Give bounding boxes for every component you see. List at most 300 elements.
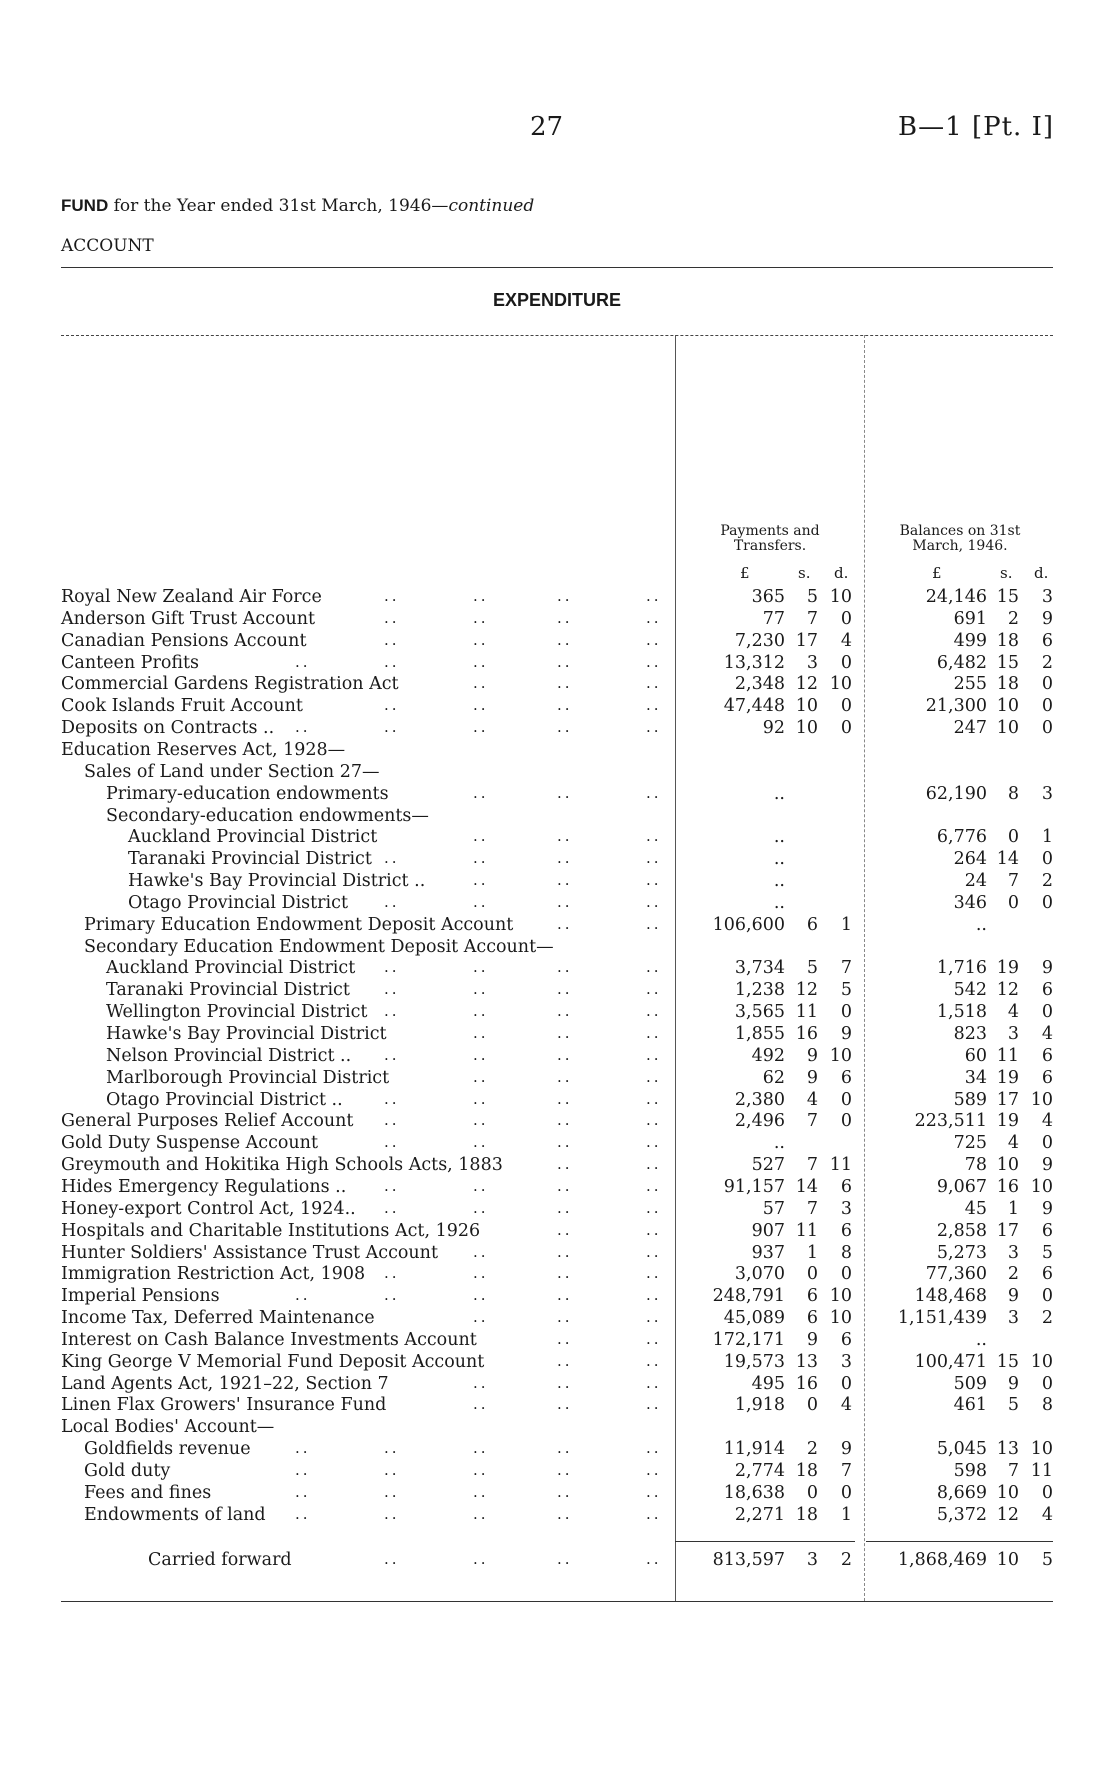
dot-leader: .. bbox=[646, 1045, 662, 1064]
dot-leader: .. bbox=[384, 1176, 400, 1195]
balance-pounds: 247 bbox=[953, 718, 987, 739]
payment-pence: 0 bbox=[840, 1002, 852, 1023]
table-row bbox=[0, 1155, 1114, 1177]
table-row bbox=[0, 871, 1114, 893]
row-label: Endowments of land bbox=[84, 1504, 266, 1525]
dot-leader: .. bbox=[384, 1461, 400, 1479]
table-row bbox=[0, 1374, 1114, 1396]
row-label: Linen Flax Growers' Insurance Fund bbox=[61, 1395, 387, 1416]
table-row bbox=[0, 1417, 1114, 1439]
row-label: Goldfields revenue bbox=[84, 1439, 251, 1460]
dot-leader: .. bbox=[646, 1264, 662, 1283]
balance-pounds: 6,776 bbox=[936, 827, 987, 848]
payment-shillings: 7 bbox=[806, 1111, 818, 1132]
row-label: Secondary-education endowments— bbox=[106, 805, 429, 826]
shilling-header: s. bbox=[1000, 564, 1013, 582]
dot-leader: .. bbox=[557, 1482, 573, 1501]
dot-leader: .. bbox=[295, 1482, 311, 1501]
balance-pounds: 5,372 bbox=[936, 1504, 987, 1525]
payment-shillings: 4 bbox=[806, 1089, 818, 1110]
balance-shillings: 19 bbox=[996, 1111, 1019, 1132]
dot-leader: .. bbox=[473, 1308, 489, 1327]
dot-leader: .. bbox=[646, 652, 662, 671]
dot-leader: .. bbox=[473, 1439, 489, 1458]
row-label: Education Reserves Act, 1928— bbox=[61, 739, 346, 760]
balance-pounds: 6,482 bbox=[936, 652, 987, 673]
balance-pounds: 499 bbox=[953, 630, 987, 651]
balance-shillings: 13 bbox=[996, 1439, 1019, 1460]
dot-leader: .. bbox=[646, 1024, 662, 1042]
row-label: Gold duty bbox=[84, 1461, 171, 1481]
payment-pence: 0 bbox=[840, 1111, 852, 1132]
balance-pence: 10 bbox=[1030, 1089, 1053, 1110]
balance-pence: 4 bbox=[1041, 1111, 1053, 1132]
balance-pence: 6 bbox=[1041, 980, 1053, 1001]
balance-pounds: 255 bbox=[953, 674, 987, 695]
payment-pounds: .. bbox=[773, 871, 785, 892]
dot-leader: .. bbox=[646, 783, 662, 802]
balance-pence: 0 bbox=[1041, 674, 1053, 695]
payment-pounds: .. bbox=[773, 827, 785, 848]
balance-shillings: 9 bbox=[1007, 1286, 1019, 1307]
table-row bbox=[0, 1090, 1114, 1112]
payment-pence: 6 bbox=[840, 1067, 852, 1088]
balance-pence: 6 bbox=[1041, 1067, 1053, 1088]
row-label: Local Bodies' Account— bbox=[61, 1417, 275, 1438]
payment-shillings: 9 bbox=[806, 1045, 818, 1066]
dot-leader: .. bbox=[473, 1198, 489, 1217]
payment-shillings: 14 bbox=[795, 1176, 818, 1197]
balance-pounds: 461 bbox=[953, 1395, 987, 1416]
dot-leader: .. bbox=[646, 980, 662, 999]
section-title: EXPENDITURE bbox=[492, 290, 622, 310]
payment-pounds: 2,271 bbox=[734, 1504, 785, 1525]
row-label: Honey-export Control Act, 1924.. bbox=[61, 1198, 356, 1219]
balance-pence: 10 bbox=[1030, 1439, 1053, 1460]
page-number: 27 bbox=[530, 112, 564, 142]
dot-leader: .. bbox=[646, 958, 662, 977]
dot-leader: .. bbox=[557, 630, 573, 649]
balance-pounds: .. bbox=[975, 1329, 987, 1350]
payment-pounds: 365 bbox=[751, 587, 785, 607]
dot-leader: .. bbox=[473, 674, 489, 693]
dot-leader: .. bbox=[646, 1133, 662, 1152]
dot-leader: .. bbox=[473, 652, 489, 671]
payment-pounds: 18,638 bbox=[723, 1482, 785, 1503]
payment-shillings: 11 bbox=[795, 1220, 818, 1241]
payment-pence: 0 bbox=[840, 718, 852, 739]
dot-leader: .. bbox=[646, 1504, 662, 1523]
payment-shillings: 2 bbox=[806, 1439, 818, 1460]
balance-shillings: 10 bbox=[996, 1482, 1019, 1503]
dot-leader: .. bbox=[384, 1550, 400, 1568]
dot-leader: .. bbox=[557, 958, 573, 977]
balance-pence: 0 bbox=[1041, 696, 1053, 717]
row-label: Auckland Provincial District bbox=[106, 958, 356, 979]
balance-shillings: 7 bbox=[1007, 871, 1019, 892]
dot-leader: .. bbox=[557, 1329, 573, 1348]
dot-leader: .. bbox=[646, 1198, 662, 1217]
table-row bbox=[0, 631, 1114, 653]
dot-leader: .. bbox=[646, 674, 662, 693]
pound-header: £ bbox=[740, 564, 750, 582]
payment-pence: 6 bbox=[840, 1329, 852, 1350]
payment-pence: 8 bbox=[840, 1242, 852, 1263]
dot-leader: .. bbox=[473, 1461, 489, 1479]
dot-leader: .. bbox=[557, 1111, 573, 1130]
payment-pence: 6 bbox=[840, 1220, 852, 1241]
dot-leader: .. bbox=[473, 1242, 489, 1261]
dot-leader: .. bbox=[384, 1504, 400, 1523]
dot-leader: .. bbox=[646, 1308, 662, 1327]
payment-pounds: 2,380 bbox=[734, 1089, 785, 1110]
dot-leader: .. bbox=[295, 1286, 311, 1305]
balance-pence: 4 bbox=[1041, 1504, 1053, 1525]
dot-leader: .. bbox=[557, 1461, 573, 1479]
dot-leader: .. bbox=[557, 1220, 573, 1239]
row-label: Cook Islands Fruit Account bbox=[61, 696, 303, 717]
balance-shillings: 18 bbox=[996, 630, 1019, 651]
balance-pence: 6 bbox=[1041, 630, 1053, 651]
table-row bbox=[0, 1221, 1114, 1243]
dot-leader: .. bbox=[646, 608, 662, 627]
dot-leader: .. bbox=[646, 1176, 662, 1195]
payment-pounds: .. bbox=[773, 849, 785, 870]
balance-shillings: 3 bbox=[1007, 1024, 1019, 1044]
dot-leader: .. bbox=[557, 1242, 573, 1261]
payment-pounds: 3,734 bbox=[734, 958, 785, 979]
payment-pounds: 62 bbox=[762, 1067, 785, 1088]
dot-leader: .. bbox=[384, 652, 400, 671]
payment-pounds: 45,089 bbox=[723, 1308, 785, 1329]
row-label: Wellington Provincial District bbox=[106, 1002, 368, 1023]
balance-pence: 1 bbox=[1041, 827, 1053, 848]
balance-pounds: 1,868,469 bbox=[897, 1550, 987, 1570]
dot-leader: .. bbox=[646, 1220, 662, 1239]
balance-shillings: 4 bbox=[1007, 1133, 1019, 1154]
balance-pence: 0 bbox=[1041, 1133, 1053, 1154]
balance-shillings: 7 bbox=[1007, 1461, 1019, 1481]
balance-pounds: 62,190 bbox=[925, 783, 987, 804]
balance-shillings: 17 bbox=[996, 1220, 1019, 1241]
payment-shillings: 7 bbox=[806, 1198, 818, 1219]
payment-pence: 0 bbox=[840, 1089, 852, 1110]
dot-leader: .. bbox=[384, 1045, 400, 1064]
balance-shillings: 0 bbox=[1007, 892, 1019, 913]
row-label: Sales of Land under Section 27— bbox=[84, 761, 380, 782]
dot-leader: .. bbox=[473, 1024, 489, 1042]
payment-shillings: 0 bbox=[806, 1482, 818, 1503]
dot-leader: .. bbox=[473, 718, 489, 737]
payment-pounds: 77 bbox=[762, 608, 785, 629]
dot-leader: .. bbox=[384, 1439, 400, 1458]
payment-pounds: .. bbox=[773, 1133, 785, 1154]
balance-pounds: 346 bbox=[953, 892, 987, 913]
balance-pounds: 24 bbox=[964, 871, 987, 892]
dot-leader: .. bbox=[557, 674, 573, 693]
dot-leader: .. bbox=[646, 1242, 662, 1261]
document-reference: B—1 [Pt. I] bbox=[898, 112, 1054, 142]
payment-pence: 0 bbox=[840, 696, 852, 717]
payment-pounds: 492 bbox=[751, 1045, 785, 1066]
balance-pounds: 5,045 bbox=[936, 1439, 987, 1460]
payment-pounds: 7,230 bbox=[734, 630, 785, 651]
row-label: Marlborough Provincial District bbox=[106, 1067, 390, 1088]
payment-shillings: 12 bbox=[795, 980, 818, 1001]
payment-shillings: 6 bbox=[806, 1286, 818, 1307]
row-label: Nelson Provincial District .. bbox=[106, 1045, 352, 1066]
payment-pounds: 907 bbox=[751, 1220, 785, 1241]
balance-pounds: 1,151,439 bbox=[897, 1308, 987, 1329]
pound-header: £ bbox=[932, 564, 942, 582]
balance-pounds: 2,858 bbox=[936, 1220, 987, 1241]
table-row bbox=[0, 806, 1114, 828]
table-row bbox=[0, 1002, 1114, 1024]
payment-pence: 5 bbox=[840, 980, 852, 1001]
dot-leader: .. bbox=[384, 630, 400, 649]
payment-pounds: 19,573 bbox=[723, 1351, 785, 1372]
payment-shillings: 5 bbox=[806, 958, 818, 979]
payment-pence: 3 bbox=[840, 1351, 852, 1372]
dot-leader: .. bbox=[473, 1089, 489, 1108]
table-row bbox=[0, 718, 1114, 740]
account-label: ACCOUNT bbox=[61, 236, 154, 256]
dot-leader: .. bbox=[646, 1550, 662, 1568]
balance-shillings: 19 bbox=[996, 958, 1019, 979]
dot-leader: .. bbox=[473, 1264, 489, 1283]
payment-pounds: 495 bbox=[751, 1373, 785, 1394]
dot-leader: .. bbox=[646, 1155, 662, 1174]
balance-pence: 2 bbox=[1041, 1308, 1053, 1329]
dot-leader: .. bbox=[557, 783, 573, 802]
dot-leader: .. bbox=[646, 1351, 662, 1370]
payment-pence: 1 bbox=[840, 914, 852, 935]
dot-leader: .. bbox=[473, 1395, 489, 1414]
row-label: Hospitals and Charitable Institutions Act, 1926 bbox=[61, 1220, 481, 1241]
balance-pounds: 45 bbox=[964, 1198, 987, 1219]
balance-pounds: 9,067 bbox=[936, 1176, 987, 1197]
payment-pence: 0 bbox=[840, 652, 852, 673]
dot-leader: .. bbox=[646, 1067, 662, 1086]
balance-pence: 0 bbox=[1041, 849, 1053, 870]
row-label: General Purposes Relief Account bbox=[61, 1111, 354, 1132]
dot-leader: .. bbox=[384, 980, 400, 999]
payment-pounds: 2,496 bbox=[734, 1111, 785, 1132]
table-row bbox=[0, 1111, 1114, 1133]
balance-pence: 5 bbox=[1041, 1242, 1053, 1263]
balance-pence: 6 bbox=[1041, 1264, 1053, 1285]
payment-pounds: 172,171 bbox=[712, 1329, 785, 1350]
balance-shillings: 8 bbox=[1007, 783, 1019, 804]
table-row bbox=[0, 1243, 1114, 1265]
payment-shillings: 16 bbox=[795, 1373, 818, 1394]
table-row bbox=[0, 1046, 1114, 1068]
balance-shillings: 12 bbox=[996, 980, 1019, 1001]
balance-pence: 2 bbox=[1041, 652, 1053, 673]
shilling-header: s. bbox=[798, 564, 811, 582]
payment-pence: 1 bbox=[840, 1504, 852, 1525]
balance-pence: 0 bbox=[1041, 1286, 1053, 1307]
balance-pounds: 8,669 bbox=[936, 1482, 987, 1503]
dot-leader: .. bbox=[384, 1002, 400, 1021]
dot-leader: .. bbox=[384, 849, 400, 868]
dot-leader: .. bbox=[384, 587, 400, 605]
dot-leader: .. bbox=[295, 1461, 311, 1479]
payment-pence: 10 bbox=[829, 1286, 852, 1307]
dot-leader: .. bbox=[646, 696, 662, 715]
table-row bbox=[0, 1461, 1114, 1483]
row-label: Carried forward bbox=[148, 1550, 292, 1570]
balance-shillings: 12 bbox=[996, 1504, 1019, 1525]
row-label: Gold Duty Suspense Account bbox=[61, 1133, 318, 1154]
fund-label: FUND bbox=[61, 196, 109, 215]
balance-pounds: 223,511 bbox=[914, 1111, 987, 1132]
row-label: Otago Provincial District .. bbox=[106, 1089, 343, 1110]
payment-pounds: 2,774 bbox=[734, 1461, 785, 1481]
payment-shillings: 18 bbox=[795, 1461, 818, 1481]
payment-shillings: 7 bbox=[806, 1155, 818, 1176]
table-row bbox=[0, 1395, 1114, 1417]
balance-shillings: 16 bbox=[996, 1176, 1019, 1197]
dot-leader: .. bbox=[557, 1504, 573, 1523]
dot-leader: .. bbox=[557, 1308, 573, 1327]
balance-pence: 0 bbox=[1041, 1482, 1053, 1503]
payment-pence: 0 bbox=[840, 1264, 852, 1285]
row-label: Deposits on Contracts .. bbox=[61, 718, 275, 739]
table-row bbox=[0, 1505, 1114, 1527]
dot-leader: .. bbox=[646, 1439, 662, 1458]
dot-leader: .. bbox=[646, 849, 662, 868]
balance-shillings: 3 bbox=[1007, 1308, 1019, 1329]
table-row bbox=[0, 1439, 1114, 1461]
balance-pounds: 509 bbox=[953, 1373, 987, 1394]
row-label: Imperial Pensions bbox=[61, 1286, 220, 1307]
dot-leader: .. bbox=[557, 718, 573, 737]
dot-leader: .. bbox=[384, 1286, 400, 1305]
balance-pence: 0 bbox=[1041, 718, 1053, 739]
dot-leader: .. bbox=[646, 1395, 662, 1414]
row-label: Commercial Gardens Registration Act bbox=[61, 674, 399, 695]
table-row bbox=[0, 784, 1114, 806]
balance-pounds: .. bbox=[975, 914, 987, 935]
balance-pence: 9 bbox=[1041, 608, 1053, 629]
dot-leader: .. bbox=[473, 1373, 489, 1392]
balance-pounds: 77,360 bbox=[925, 1264, 987, 1285]
dot-leader: .. bbox=[557, 1550, 573, 1568]
table-row bbox=[0, 1068, 1114, 1090]
total-rule bbox=[675, 1541, 855, 1542]
dot-leader: .. bbox=[557, 696, 573, 715]
balance-shillings: 10 bbox=[996, 696, 1019, 717]
payment-shillings: 12 bbox=[795, 674, 818, 695]
row-label: Hawke's Bay Provincial District .. bbox=[128, 871, 426, 892]
balance-shillings: 11 bbox=[996, 1045, 1019, 1066]
row-label: Secondary Education Endowment Deposit Account— bbox=[84, 936, 554, 957]
payment-pence: 4 bbox=[840, 630, 852, 651]
balance-pounds: 598 bbox=[953, 1461, 987, 1481]
payment-pence: 10 bbox=[829, 587, 852, 607]
balance-pounds: 5,273 bbox=[936, 1242, 987, 1263]
table-row bbox=[0, 915, 1114, 937]
balance-shillings: 17 bbox=[996, 1089, 1019, 1110]
row-label: Hunter Soldiers' Assistance Trust Account bbox=[61, 1242, 438, 1263]
dot-leader: .. bbox=[646, 1286, 662, 1305]
payment-shillings: 3 bbox=[806, 1550, 818, 1570]
payment-pence: 4 bbox=[840, 1395, 852, 1416]
balances-header: Balances on 31st March, 1946. bbox=[899, 523, 1021, 554]
dot-leader: .. bbox=[473, 696, 489, 715]
row-label: Royal New Zealand Air Force bbox=[61, 587, 322, 607]
payment-shillings: 6 bbox=[806, 1308, 818, 1329]
dot-leader: .. bbox=[384, 696, 400, 715]
balance-pounds: 725 bbox=[953, 1133, 987, 1154]
dot-leader: .. bbox=[473, 1002, 489, 1021]
table-row bbox=[0, 980, 1114, 1002]
balance-pounds: 60 bbox=[964, 1045, 987, 1066]
payment-pounds: 47,448 bbox=[723, 696, 785, 717]
dot-leader: .. bbox=[473, 1176, 489, 1195]
balance-pence: 8 bbox=[1041, 1395, 1053, 1416]
payment-shillings: 13 bbox=[795, 1351, 818, 1372]
row-label: Otago Provincial District bbox=[128, 892, 348, 913]
divider bbox=[61, 1601, 1053, 1602]
payment-pence: 10 bbox=[829, 674, 852, 695]
payment-shillings: 17 bbox=[795, 630, 818, 651]
table-row bbox=[0, 893, 1114, 915]
payment-pence: 10 bbox=[829, 1308, 852, 1329]
dot-leader: .. bbox=[646, 1482, 662, 1501]
dot-leader: .. bbox=[646, 914, 662, 933]
dot-leader: .. bbox=[384, 1089, 400, 1108]
dot-leader: .. bbox=[557, 1067, 573, 1086]
dot-leader: .. bbox=[473, 958, 489, 977]
payment-shillings: 0 bbox=[806, 1395, 818, 1416]
payment-shillings: 7 bbox=[806, 608, 818, 629]
table-row bbox=[0, 653, 1114, 675]
dot-leader: .. bbox=[557, 1155, 573, 1174]
balance-pence: 9 bbox=[1041, 1155, 1053, 1176]
dot-leader: .. bbox=[384, 608, 400, 627]
dot-leader: .. bbox=[557, 914, 573, 933]
balance-pounds: 823 bbox=[953, 1024, 987, 1044]
payment-shillings: 1 bbox=[806, 1242, 818, 1263]
balance-shillings: 10 bbox=[996, 1155, 1019, 1176]
dot-leader: .. bbox=[646, 892, 662, 911]
dot-leader: .. bbox=[557, 1351, 573, 1370]
balance-shillings: 2 bbox=[1007, 608, 1019, 629]
carried-forward-row bbox=[0, 1550, 1114, 1572]
payment-pounds: 937 bbox=[751, 1242, 785, 1263]
dot-leader: .. bbox=[473, 1045, 489, 1064]
dot-leader: .. bbox=[384, 1198, 400, 1217]
balance-shillings: 15 bbox=[996, 652, 1019, 673]
balance-pounds: 24,146 bbox=[925, 587, 987, 607]
payment-shillings: 11 bbox=[795, 1002, 818, 1023]
dot-leader: .. bbox=[473, 849, 489, 868]
balance-pence: 4 bbox=[1041, 1024, 1053, 1044]
payment-pence: 9 bbox=[840, 1439, 852, 1460]
table-row bbox=[0, 1286, 1114, 1308]
payment-pounds: 1,918 bbox=[734, 1395, 785, 1416]
dot-leader: .. bbox=[295, 652, 311, 671]
dot-leader: .. bbox=[473, 587, 489, 605]
table-row bbox=[0, 1483, 1114, 1505]
balance-shillings: 1 bbox=[1007, 1198, 1019, 1219]
payments-header: Payments and Transfers. bbox=[720, 523, 820, 554]
payment-shillings: 9 bbox=[806, 1329, 818, 1350]
payment-shillings: 18 bbox=[795, 1504, 818, 1525]
payment-shillings: 10 bbox=[795, 718, 818, 739]
